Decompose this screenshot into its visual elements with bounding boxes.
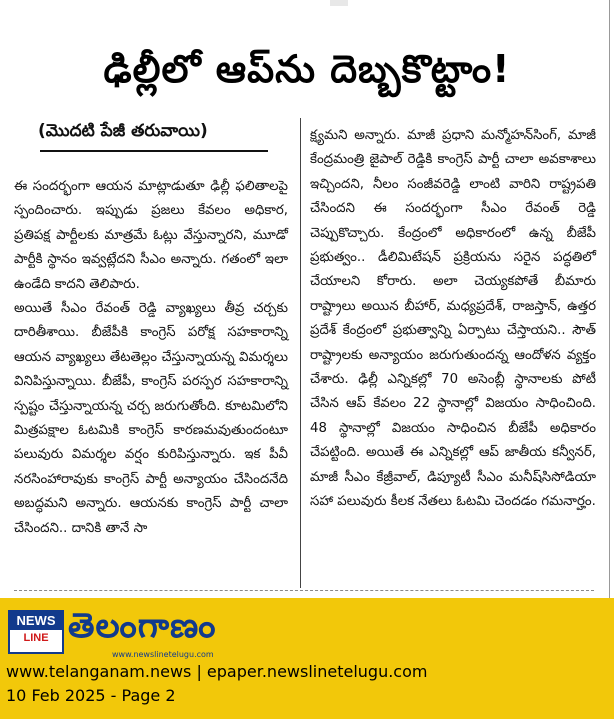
paragraph: క్ష్యమని అన్నారు. మాజీ ప్రధాని మన్మోహన్‌సింగ్, మాజీ కేంద్రమంత్రి జైపాల్ రెడ్డికి కాంగ్రెస్ పార్టీ చాలా అవకాశాలు ఇచ్చిందని, నీలం సంజీవరెడ్డి లాంటి వారిని రాష్ట్రపతి చేసిందని ఈ సందర్భంగా సీఎం రేవంత్ రెడ్డి చెప్పుకొచ్చారు. కేంద్రంలో అధికారంలో ఉన్న బీజేపీ ప్రభుత్వం.. డీలిమిటేషన్ ప్రక్రియను సరైన పద్ధతిలో చేయాలని కోరారు. అలా చెయ్యకపోతే బీమారు రాష్ట్రాలు అయిన బీహార్, మధ్యప్రదేశ్, రాజస్తాన్, ఉత్తర ప్రదేశ్ కేంద్రంలో ప్రభుత్వాన్ని ఏర్పాటు చేస్తాయని.. సౌత్ రాష్ట్రాలకు అన్యాయం జరుగుతుందన్న ఆందోళన వ్యక్తం చేశారు. ఢిల్లీ ఎన్నికల్లో 70 అసెంబ్లీ స్థానాలకు పోటీ చేసిన ఆప్ కేవలం 22 స్థానాల్లో విజయం సాధించింది. 48 స్థానాల్లో విజయం సాధించిన బీజేపీ అధికారం చేపట్టింది. అయితే ఈ ఎన్నికల్లో ఆప్ జాతీయ కన్వీనర్, మాజీ సీఎం కేజ్రీవాల్, డిప్యూటీ సీఎం మనీష్‌సిసోడియా సహా పలువురు కీలక నేతలు ఓటమి చెందడం గమనార్హం.: [310, 128, 596, 510]
paragraph: ఈ సందర్భంగా ఆయన మాట్లాడుతూ ఢిల్లీ ఫలితాలపై స్పందించారు. ఇప్పుడు ప్రజలు కేవలం అధికార, ప్రతిపక్ష పార్టీలకు మాత్రమే ఓట్లు వేస్తున్నారని, మూడో పార్టీకి స్థానం ఇవ్వట్లేదని సీఎం అన్నారు. గతంలో ఇలా ఉండేది కాదని తెలిపారు.: [14, 179, 288, 292]
logo-news-text: NEWS: [10, 612, 62, 630]
column-divider: [300, 118, 301, 588]
newsline-logo: [8, 610, 64, 654]
dashed-separator: [14, 590, 594, 591]
top-decoration: [330, 0, 348, 6]
paragraph: అయితే సీఎం రేవంత్ రెడ్డి వ్యాఖ్యలు తీవ్ర చర్చకు దారితీశాయి. బీజేపీకి కాంగ్రెస్ పరోక్ష సహకారాన్ని ఆయన వ్యాఖ్యలు తేటతెల్లం చేస్తున్నాయన్న విమర్శలు వినిపిస్తున్నాయి. బీజేపీ, కాంగ్రెస్ పరస్పర సహకారాన్ని స్పష్టం చేస్తున్నాయన్న చర్చ జరుగుతోంది. కూటమిలోని మిత్రపక్షాల ఓటమికి కాంగ్రెస్ కారణమవుతుందంటూ పలువురు విమర్శల వర్షం కురిపిస్తున్నారు. ఇక పీవీ నరసింహారావుకు కాంగ్రెస్ పార్టీ అన్యాయం చేసిందనేది అబద్ధమని అన్నారు. ఆయనకు కాంగ్రెస్ పార్టీ చాలా చేసిందని.. దానికి తానే సా: [14, 301, 288, 536]
article-left-column: [14, 175, 288, 541]
logo-line-text: LINE: [23, 632, 49, 644]
site-links[interactable]: www.telanganam.news | epaper.newslinetelugu.com: [6, 662, 428, 681]
footer-banner: [0, 598, 614, 719]
page-edge-line: [609, 0, 610, 598]
date-page: 10 Feb 2025 - Page 2: [6, 686, 176, 705]
headline: ఢిల్లీలో ఆప్‌ను దెబ్బకొట్టాం!: [103, 47, 511, 92]
article-right-column: [310, 124, 596, 515]
brand-name: తెలంగాణం: [68, 606, 217, 646]
subheadline-underline: [40, 150, 268, 152]
subheadline: (మొదటి పేజీ తరువాయి): [38, 121, 208, 141]
brand-url[interactable]: www.newslinetelugu.com: [112, 650, 214, 659]
